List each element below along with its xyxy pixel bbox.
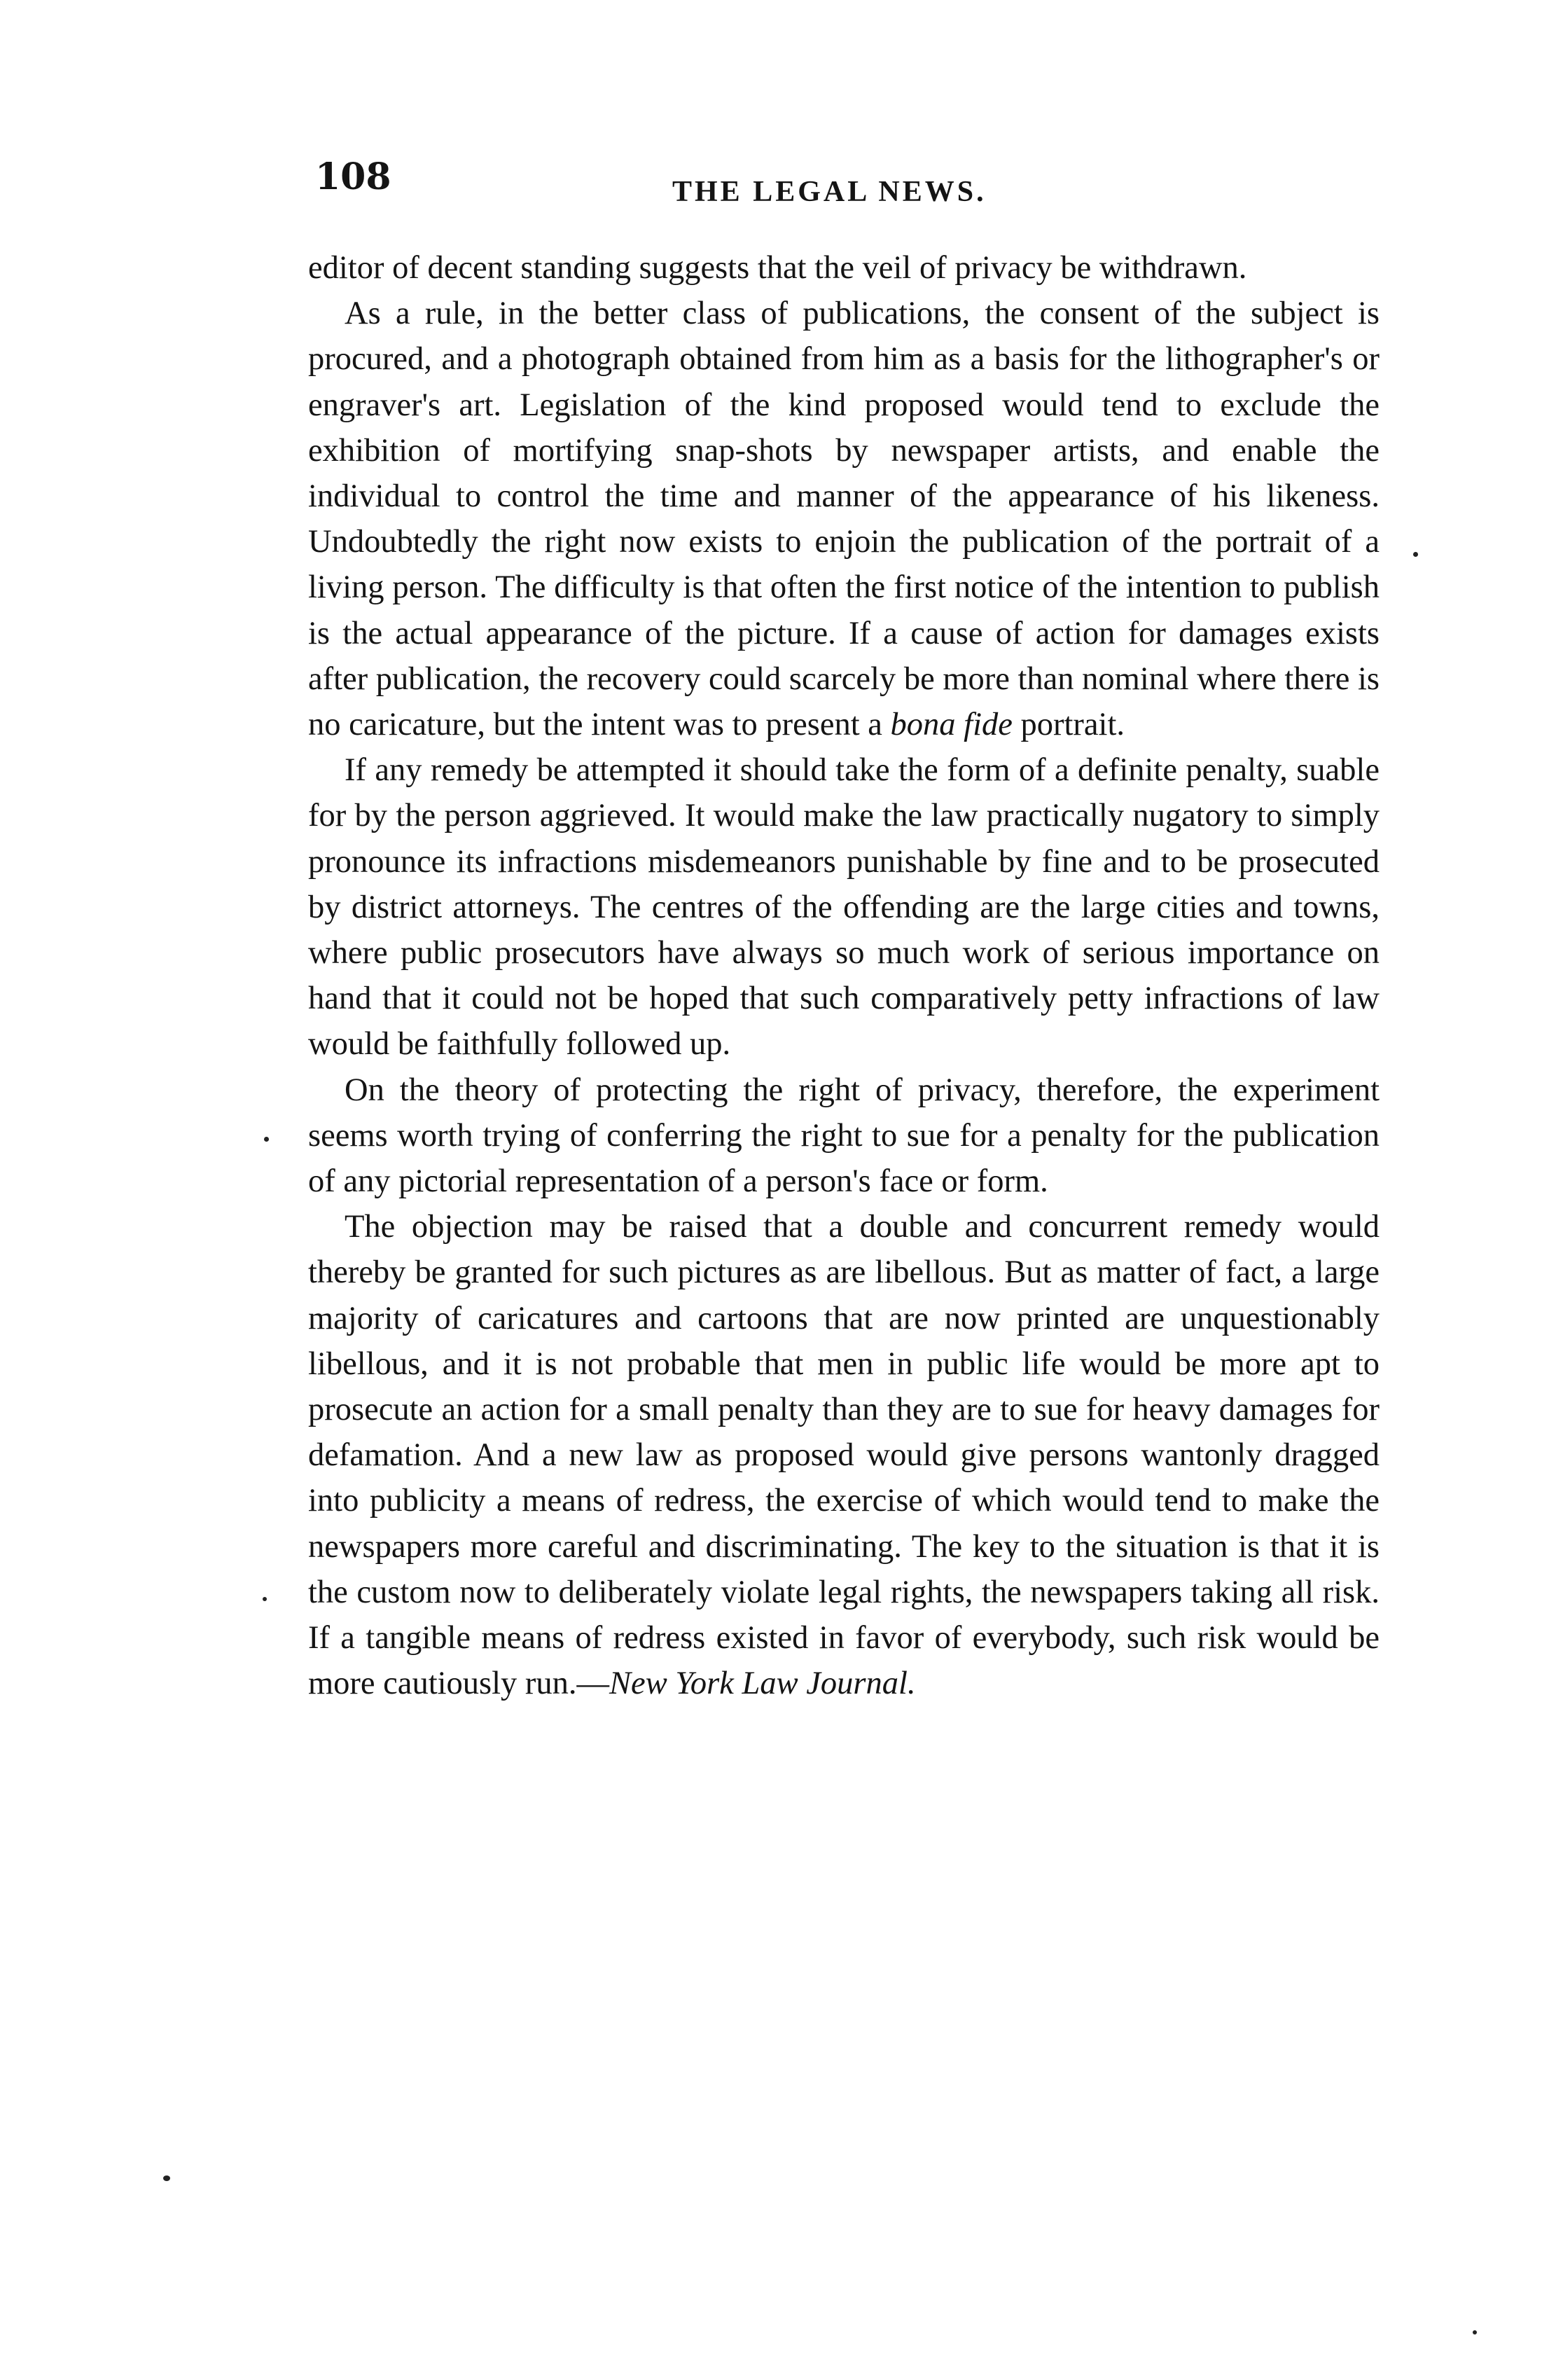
print-speck xyxy=(163,2175,170,2181)
running-head: THE LEGAL NEWS. xyxy=(672,176,987,208)
paragraph-text: The objection may be raised that a double and concurrent remedy would thereby be granted for such pictures as are libellous. But as matter of fact, a large majority of caricatures and cartoons that are now printed are unquestionably libellous, and it is not probable that men in public life would be more apt to prosecute an action for a small penalty than they are to sue for heavy damages for defamation. And a new law as proposed would give persons wantonly dragged into publicity a means of redress, the exercise of which would tend to make the newspapers more careful and discriminating. The key to the situation is that it is the custom now to deliberately violate legal rights, the newspapers taking all risk. If a tangible means of redress existed in favor of everybody, such risk would be more cautiously run.— xyxy=(308,1209,1380,1702)
paragraph-text: If any remedy be attempted it should take the form of a definite penalty, suable for by the person aggrieved. It would make the law practically nugatory to simply pronounce its infractions misdemeanors punishable by fine and to be prosecuted by district attorneys. The centres of the offending are the large cities and towns, where public prosecutors have always so much work of serious importance on hand that it could not be hoped that such comparatively petty infractions of law would be faithfully followed up. xyxy=(308,752,1380,1063)
print-speck xyxy=(264,1137,269,1142)
article-body xyxy=(308,245,1380,1707)
paragraph xyxy=(308,291,1380,747)
paragraph-text: editor of decent standing suggests that the veil of privacy be withdrawn. xyxy=(308,250,1247,286)
paragraph xyxy=(308,1067,1380,1205)
print-speck xyxy=(1413,552,1418,557)
paragraph-text-end: portrait. xyxy=(1012,707,1125,743)
paragraph-text: On the theory of protecting the right of privacy, therefore, the experiment seems worth trying of conferring the right to sue for a penalty for the publication of any pictorial representation of a person's face or form. xyxy=(308,1072,1380,1200)
page-header xyxy=(315,155,1387,212)
page-number: 108 xyxy=(315,155,391,198)
paragraph xyxy=(308,747,1380,1067)
print-speck xyxy=(263,1597,267,1601)
italic-phrase: bona fide xyxy=(890,707,1013,743)
print-speck xyxy=(1473,2330,1477,2334)
paragraph-text: As a rule, in the better class of publications, the consent of the subject is procured, and a photograph obtained from him as a basis for the lithographer's or engraver's art. Legislation of the kind proposed would tend to exclude the exhibition of mortifying snap-shots by newspaper artists, and enable the individual to control the time and manner of the appearance of his likeness. Undoubtedly the right now exists to enjoin the publication of the portrait of a living person. The difficulty is that often the first notice of the intention to publish is the actual appearance of the picture. If a cause of action for damages exists after publication, the recovery could scarcely be more than nominal where there is no caricature, but the intent was to present a xyxy=(308,296,1380,743)
paragraph-continued xyxy=(308,245,1380,291)
paragraph xyxy=(308,1204,1380,1706)
source-citation: New York Law Journal. xyxy=(609,1666,916,1702)
